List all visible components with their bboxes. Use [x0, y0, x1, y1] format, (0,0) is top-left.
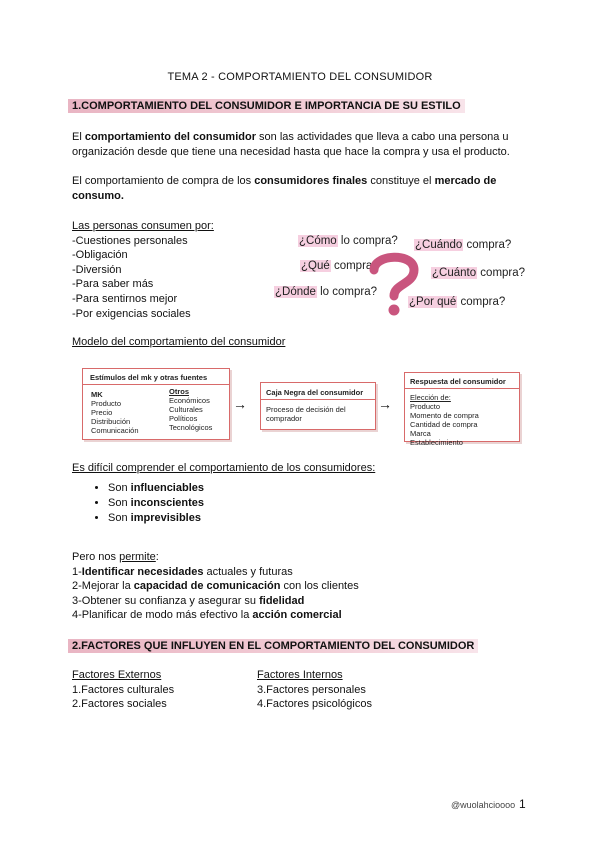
page-title: TEMA 2 - COMPORTAMIENTO DEL CONSUMIDOR — [167, 71, 433, 83]
reason-item: -Para saber más — [72, 278, 154, 291]
reason-item: -Para sentirnos mejor — [72, 292, 178, 305]
response-title: Respuesta del consumidor — [410, 377, 506, 386]
diagram-response-box — [404, 372, 520, 447]
reasons-list — [72, 219, 214, 321]
reasons-title: Las personas consumen por: — [72, 220, 214, 232]
response-list — [410, 393, 479, 447]
p2-text-c: constituye el — [367, 175, 435, 187]
question-cuanto — [431, 267, 525, 279]
permite-post: : — [155, 551, 159, 563]
blackbox-text: Proceso de decisión del comprador — [266, 405, 346, 423]
internal-title: Factores Internos — [257, 669, 343, 681]
response-divider — [405, 388, 519, 389]
question-porque-hl: ¿Por qué — [409, 296, 457, 308]
response-item: Establecimiento — [410, 438, 463, 447]
trait-pre: Son — [108, 482, 131, 494]
benefit-bold: fidelidad — [259, 594, 305, 607]
external-title: Factores Externos — [72, 669, 162, 681]
otros-item: Tecnológicos — [169, 423, 213, 432]
question-donde — [274, 286, 377, 298]
question-cuanto-hl: ¿Cuánto — [432, 267, 477, 279]
benefit-item — [72, 565, 359, 580]
mk-item: Distribución — [91, 417, 131, 426]
permite-pre: Pero nos — [72, 551, 120, 563]
market-paragraph — [72, 174, 532, 204]
p2-text-a: El comportamiento de compra de los — [72, 175, 255, 187]
list-item — [108, 512, 204, 524]
reason-item: -Diversión — [72, 263, 122, 276]
response-item: Producto — [410, 402, 441, 411]
stimuli-divider — [83, 384, 229, 385]
benefit-bold: Identificar necesidades — [81, 565, 204, 578]
blackbox-title: Caja Negra del consumidor — [266, 388, 364, 397]
reason-item: -Por exigencias sociales — [72, 307, 191, 320]
mk-column — [91, 390, 139, 435]
trait-bold: influenciables — [130, 482, 204, 494]
traits-list — [72, 482, 204, 527]
reason-item: -Obligación — [72, 249, 128, 262]
question-mark-icon — [364, 248, 424, 318]
difficult-title: Es difícil comprender el comportamiento de los consumidores: — [72, 462, 376, 474]
question-como-hl: ¿Cómo — [299, 235, 337, 247]
benefit-c: actuales y futuras — [203, 565, 293, 578]
diagram-blackbox-box — [260, 382, 376, 430]
otros-item: Económicos — [169, 396, 210, 405]
p1-bold: comportamiento del consumidor — [84, 131, 256, 143]
trait-bold: imprevisibles — [130, 512, 201, 524]
model-title: Modelo del comportamiento del consumidor — [72, 336, 286, 348]
factor-item: 2.Factores sociales — [72, 698, 167, 711]
section-2-heading-wrap — [72, 640, 478, 652]
factor-item: 1.Factores culturales — [72, 683, 175, 696]
benefit-a: 2-Mejorar la — [72, 580, 134, 593]
arrow-icon: → — [378, 396, 392, 412]
benefit-item — [72, 608, 359, 623]
benefits-block — [72, 550, 359, 623]
question-donde-hl: ¿Dónde — [275, 286, 316, 298]
question-cuando-hl: ¿Cuándo — [415, 239, 463, 251]
benefit-item — [72, 594, 359, 609]
response-item: Momento de compra — [410, 411, 479, 420]
otros-column — [169, 387, 212, 432]
trait-bold: inconscientes — [130, 497, 204, 509]
list-item — [108, 482, 204, 494]
page-number: 1 — [519, 797, 526, 811]
blackbox-divider — [261, 399, 375, 400]
mk-item: Producto — [91, 399, 122, 408]
question-que-rest: compra? — [330, 260, 379, 272]
section-1-heading: 1.COMPORTAMIENTO DEL CONSUMIDOR E IMPORTANCIA DE SU ESTILO — [68, 99, 465, 113]
question-porque-rest: compra? — [457, 296, 506, 308]
p1-text-c: son las actividades que lleva a cabo una persona u organización desde que tiene una necesidad hasta que hace la compra y usa el producto. — [72, 131, 510, 158]
p2-bold-d: mercado de consumo. — [72, 175, 497, 202]
diagram-stimuli-box — [82, 368, 230, 440]
otros-item: Culturales — [169, 405, 203, 414]
benefit-bold: capacidad de comunicación — [133, 580, 281, 593]
stimuli-title: Estímulos del mk y otras fuentes — [90, 373, 208, 382]
benefit-a: 3-Obtener su confianza y asegurar su — [72, 594, 260, 607]
internal-factors — [257, 668, 372, 712]
arrow-icon: → — [233, 396, 247, 412]
section-2-heading: 2.FACTORES QUE INFLUYEN EN EL COMPORTAMIENTO DEL CONSUMIDOR — [68, 639, 478, 653]
response-item: Cantidad de compra — [410, 420, 478, 429]
permite-line — [72, 550, 359, 565]
benefit-bold: acción comercial — [252, 609, 342, 622]
question-cuando — [414, 239, 511, 251]
response-label: Elección de: — [410, 393, 451, 402]
mk-item: Precio — [91, 408, 113, 417]
section-1-heading-wrap — [72, 100, 465, 112]
list-item — [108, 497, 204, 509]
reason-item: -Cuestiones personales — [72, 234, 188, 247]
otros-item: Políticos — [169, 414, 198, 423]
question-como — [298, 235, 398, 247]
footer-handle: @wuolahcioooo — [451, 800, 516, 810]
question-donde-rest: lo compra? — [316, 286, 378, 298]
external-factors — [72, 668, 174, 712]
benefit-a: 1- — [72, 565, 82, 578]
response-item: Marca — [410, 429, 431, 438]
otros-label: Otros — [169, 387, 190, 396]
permite-underlined: permite — [119, 551, 156, 563]
question-como-rest: lo compra? — [337, 235, 398, 247]
question-cuando-rest: compra? — [463, 239, 512, 251]
factor-item: 3.Factores personales — [257, 683, 366, 696]
definition-paragraph — [72, 130, 532, 160]
question-cuanto-rest: compra? — [477, 267, 526, 279]
mk-item: Comunicación — [91, 426, 139, 435]
benefit-a: 4-Planificar de modo más efectivo la — [72, 609, 253, 622]
benefit-c: con los clientes — [280, 580, 359, 593]
question-que-hl: ¿Qué — [301, 260, 330, 272]
p1-text-a: El — [72, 131, 85, 143]
trait-pre: Son — [108, 497, 131, 509]
benefit-item — [72, 579, 359, 594]
factor-item: 4.Factores psicológicos — [257, 698, 372, 711]
p2-bold-b: consumidores finales — [254, 175, 368, 187]
trait-pre: Son — [108, 512, 131, 524]
mk-label: MK — [91, 390, 103, 399]
